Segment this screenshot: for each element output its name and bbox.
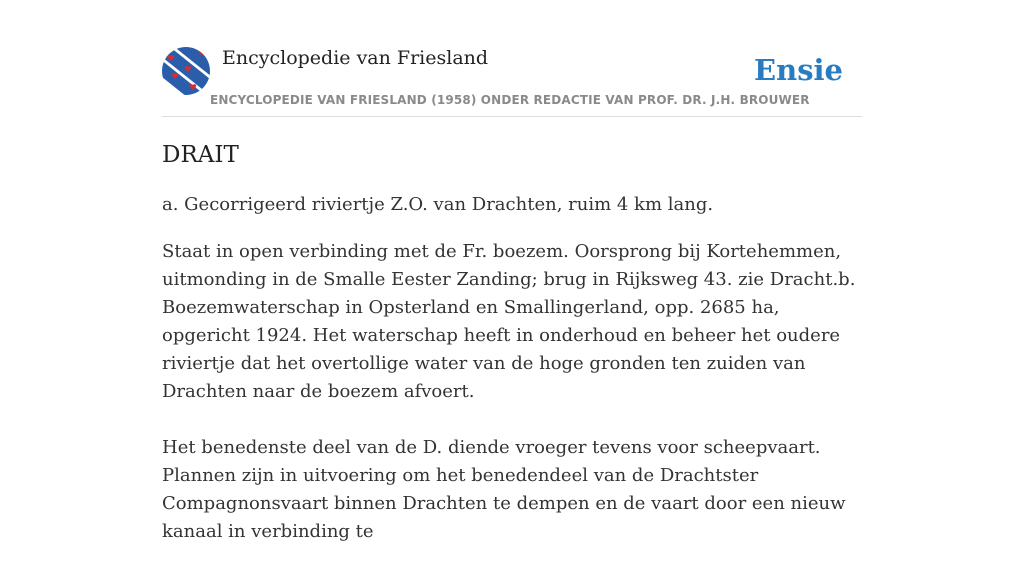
entry-title: DRAIT <box>162 142 239 168</box>
frisian-flag-icon[interactable] <box>162 47 210 95</box>
entry-paragraph: Het benedenste deel van de D. diende vroeger tevens voor scheepvaart. Plannen zijn in uitvoering om het benedendeel van de Drachtster Compagnonsvaart binnen Drachten te dempen en de vaart door een nieuw kanaal in verbinding te <box>162 437 846 542</box>
entry-definition: a. Gecorrigeerd riviertje Z.O. van Drachten, ruim 4 km lang. <box>162 194 714 215</box>
site-title[interactable]: Encyclopedie van Friesland <box>222 47 489 69</box>
encyclopedia-subtitle: ENCYCLOPEDIE VAN FRIESLAND (1958) ONDER REDACTIE VAN PROF. DR. J.H. BROUWER <box>210 93 810 107</box>
entry-content <box>162 191 862 565</box>
entry-paragraph: Staat in open verbinding met de Fr. boezem. Oorsprong bij Kortehemmen, uitmonding in de Smalle Eester Zanding; brug in Rijksweg 43. zie Dracht.b. Boezemwaterschap in Opsterland en Smallingerland, opp. 2685 ha, opgericht 1924. Het waterschap heeft in onderhoud en beheer het oudere riviertje dat het overtollige water van de hoge gronden ten zuiden van Drachten naar de boezem afvoert. <box>162 241 856 402</box>
site-header <box>162 46 862 117</box>
brand-logo-text[interactable]: Ensie <box>754 53 843 87</box>
